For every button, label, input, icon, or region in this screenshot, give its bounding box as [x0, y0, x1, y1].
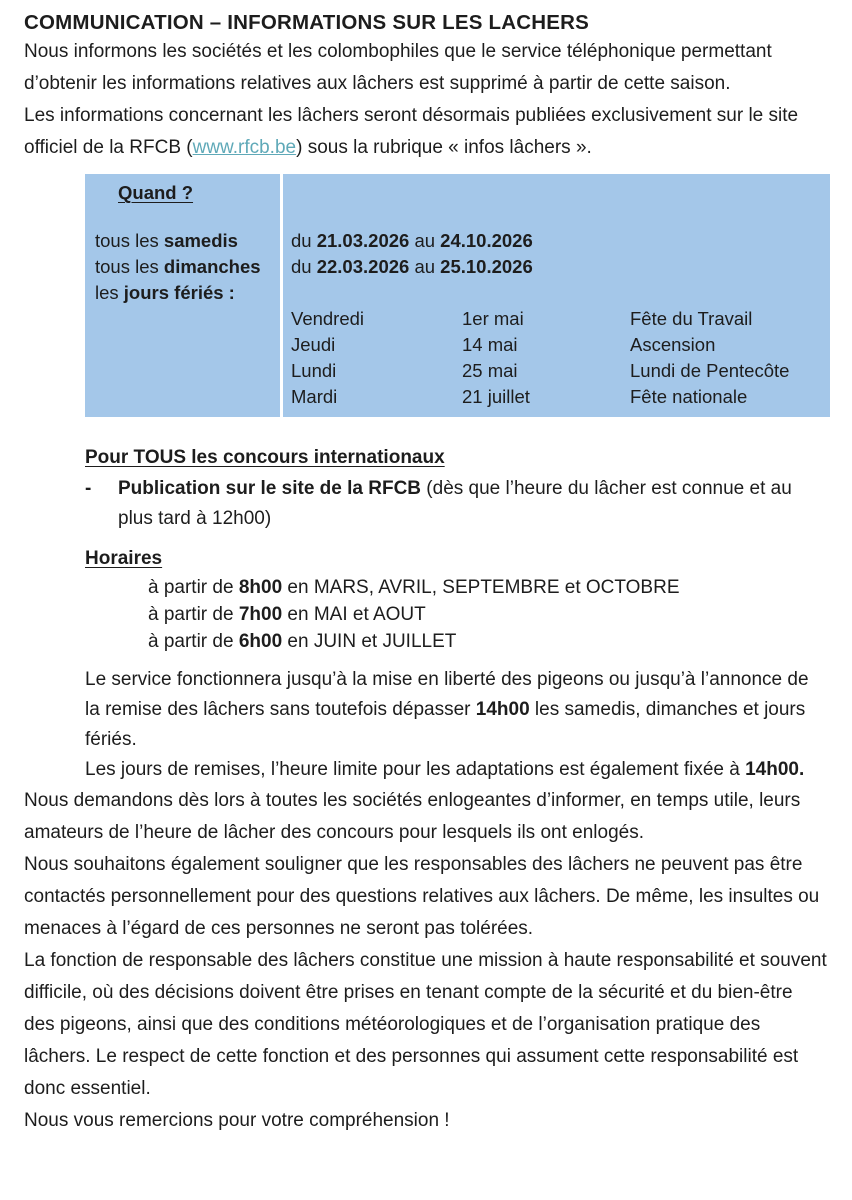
publication-bullet: [85, 474, 828, 534]
intro-paragraph-2: [24, 100, 828, 164]
horaires-months: en MARS, AVRIL, SEPTEMBRE et OCTOBRE: [282, 577, 680, 598]
holiday-date: 1er mai: [462, 308, 524, 329]
service-text: Le service fonctionnera jusqu’à la mise en liberté des pigeons ou jusqu’à l’annonce de la remise des lâchers sans toutefois dépasser: [85, 669, 809, 720]
horaires-line-1: [148, 574, 828, 601]
schedule-row-saturdays: [95, 228, 280, 254]
horaires-pre: à partir de: [148, 604, 239, 625]
value-date-end: 24.10.2026: [440, 230, 533, 251]
rfcb-link[interactable]: www.rfcb.be: [192, 137, 297, 158]
value-text: du: [291, 256, 317, 277]
international-header: Pour TOUS les concours internationaux: [85, 447, 445, 468]
middle-section: [85, 445, 828, 785]
label-bold: samedis: [163, 230, 238, 251]
horaires-time: 7h00: [238, 604, 283, 625]
holiday-day: Lundi: [291, 360, 337, 381]
spacer: [291, 280, 830, 306]
intro-p2-after: ) sous la rubrique « infos lâchers ».: [296, 137, 592, 158]
holiday-name: Fête du Travail: [630, 308, 753, 329]
schedule-table-left-cell: [85, 174, 280, 417]
holiday-date: 21 juillet: [462, 386, 530, 407]
closing-paragraph-4: Nous vous remercions pour votre compréhension !: [24, 1110, 450, 1131]
schedule-row-holidays: [95, 280, 280, 306]
schedule-dates-sundays: [291, 254, 830, 280]
value-text: au: [409, 230, 441, 251]
horaires-pre: à partir de: [148, 631, 239, 652]
bullet-rest: (dès que l’heure du lâcher est connue et au plus tard à 12h00): [118, 478, 792, 529]
value-text: au: [409, 256, 441, 277]
horaires-header: Horaires: [85, 548, 163, 569]
service-text: les samedis, dimanches et jours fériés.: [85, 699, 806, 750]
holiday-date: 14 mai: [462, 334, 518, 355]
schedule-row-sundays: [95, 254, 280, 280]
label-bold: dimanches: [163, 256, 261, 277]
service-deadline: 14h00: [475, 699, 530, 720]
horaires-months: en MAI et AOUT: [282, 604, 426, 625]
schedule-table: [85, 174, 830, 417]
intro-p2-before: Les informations concernant les lâchers seront désormais publiées exclusivement sur le site officiel de la RFCB (: [24, 105, 799, 158]
holiday-day: Mardi: [291, 386, 338, 407]
horaires-months: en JUIN et JUILLET: [282, 631, 457, 652]
value-text: du: [291, 230, 317, 251]
spacer: [95, 206, 280, 228]
horaires-pre: à partir de: [148, 577, 239, 598]
intro-paragraph-1: Nous informons les sociétés et les colombophiles que le service téléphonique permettant d’obtenir les informations relatives aux lâchers est supprimé à partir de cette saison.: [24, 41, 772, 94]
horaires-line-3: [148, 628, 828, 655]
holiday-day: Jeudi: [291, 334, 336, 355]
schedule-header: Quand ?: [118, 182, 194, 203]
value-date-start: 21.03.2026: [316, 230, 410, 251]
label-text: les: [95, 282, 124, 303]
bullet-text: [118, 474, 828, 534]
holiday-day: Vendredi: [291, 308, 365, 329]
horaires-time: 8h00: [238, 577, 283, 598]
holiday-name: Fête nationale: [630, 386, 748, 407]
value-date-start: 22.03.2026: [316, 256, 410, 277]
remises-text: Les jours de remises, l’heure limite pour les adaptations est également fixée à: [85, 759, 746, 780]
page-title: COMMUNICATION – INFORMATIONS SUR LES LACHERS: [24, 11, 589, 34]
holiday-date: 25 mai: [462, 360, 518, 381]
horaires-time: 6h00: [238, 631, 283, 652]
label-text: tous les: [95, 256, 164, 277]
value-date-end: 25.10.2026: [440, 256, 533, 277]
bullet-dash: -: [85, 478, 92, 499]
holiday-list: [291, 306, 830, 410]
horaires-line-2: [148, 601, 828, 628]
closing-paragraph-3: La fonction de responsable des lâchers constitue une mission à haute responsabilité et souvent difficile, où des décisions doivent être prises en tenant compte de la sécurité et du bien-être des pigeons, ainsi que des conditions météorologiques et de l’organisation pratique des lâchers. Le respect de cette fonction et des personnes qui assument cette responsabilité est donc essentiel.: [24, 950, 827, 1099]
schedule-table-right-cell: [283, 174, 830, 417]
holiday-name: Ascension: [630, 334, 716, 355]
label-bold: jours fériés :: [123, 282, 235, 303]
closing-paragraph-2: Nous souhaitons également souligner que les responsables des lâchers ne peuvent pas être contactés personnellement pour des questions relatives aux lâchers. De même, les insultes ou menaces à l’égard de ces personnes ne seront pas tolérées.: [24, 854, 820, 939]
holiday-name: Lundi de Pentecôte: [630, 360, 790, 381]
spacer: [291, 180, 830, 228]
bullet-bold: Publication sur le site de la RFCB: [118, 478, 422, 499]
label-text: tous les: [95, 230, 164, 251]
service-paragraph: [85, 665, 828, 785]
remises-deadline: 14h00.: [745, 759, 805, 780]
closing-paragraph-1: Nous demandons dès lors à toutes les sociétés enlogeantes d’informer, en temps utile, leurs amateurs de l’heure de lâcher des concours pour lesquels ils ont enlogés.: [24, 790, 801, 843]
schedule-dates-saturdays: [291, 228, 830, 254]
